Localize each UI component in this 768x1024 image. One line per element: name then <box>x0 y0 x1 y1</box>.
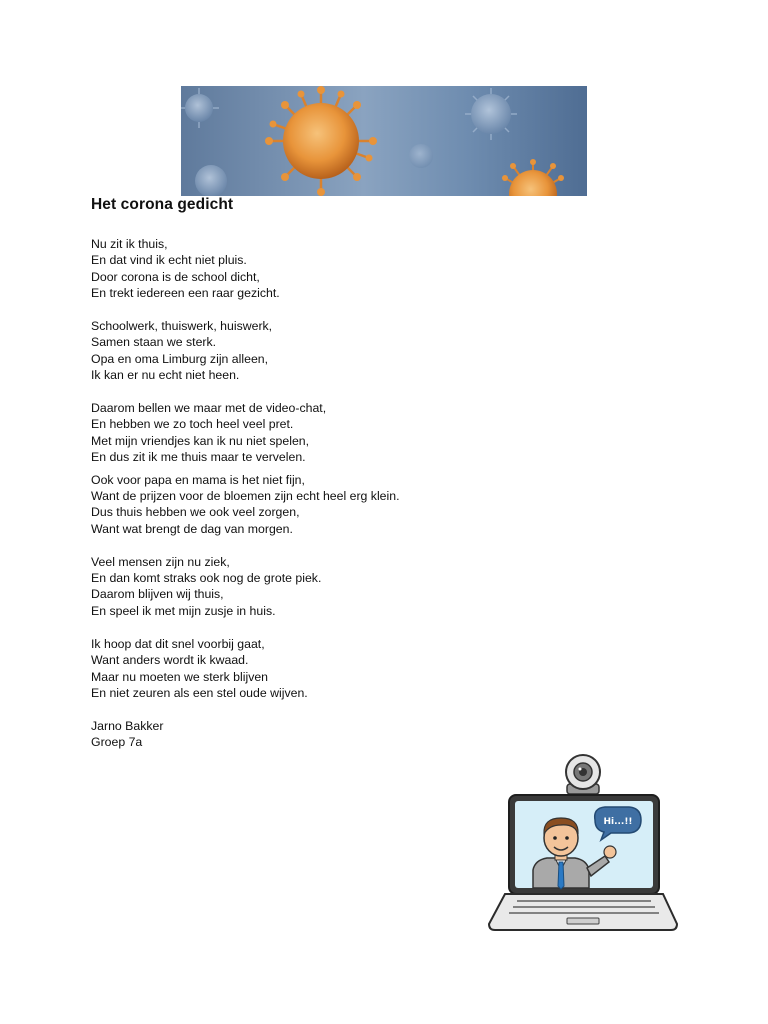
poem-line: Samen staan we sterk. <box>91 335 217 350</box>
stanza-1 <box>91 236 511 302</box>
stanza-2 <box>91 318 511 384</box>
poem-line: En dat vind ik echt niet pluis. <box>91 253 247 268</box>
poem-line: Maar nu moeten we sterk blijven <box>91 669 269 684</box>
poem-line: Ik hoop dat dit snel voorbij gaat, <box>91 636 265 651</box>
poem-line: Want wat brengt de dag van morgen. <box>91 521 293 536</box>
poem-line: En speel ik met mijn zusje in huis. <box>91 603 276 618</box>
poem-line: Daarom blijven wij thuis, <box>91 587 224 602</box>
poem-line: Dus thuis hebben we ook veel zorgen, <box>91 505 300 520</box>
laptop-video-chat-illustration <box>487 752 679 934</box>
poem-line: En dan komt straks ook nog de grote piek. <box>91 571 322 586</box>
poem-title: Het corona gedicht <box>91 196 234 213</box>
webcam-icon <box>566 755 600 794</box>
author-name: Jarno Bakker <box>91 718 164 733</box>
poem-line: Ook voor papa en mama is het niet fijn, <box>91 472 305 487</box>
poem-line: Door corona is de school dicht, <box>91 269 260 284</box>
stanza-4 <box>91 472 511 538</box>
poem-line: Want de prijzen voor de bloemen zijn echt heel erg klein. <box>91 489 400 504</box>
poem-line: Met mijn vriendjes kan ik nu niet spelen, <box>91 433 310 448</box>
coronavirus-banner-image <box>181 86 587 196</box>
poem-line: En hebben we zo toch heel veel pret. <box>91 417 294 432</box>
poem-line: En dus zit ik me thuis maar te vervelen. <box>91 450 306 465</box>
poem-line: Daarom bellen we maar met de video-chat, <box>91 401 327 416</box>
poem-body <box>91 236 511 751</box>
stanza-5 <box>91 554 511 620</box>
signature <box>91 718 511 751</box>
stanza-6 <box>91 636 511 702</box>
poem-line: Ik kan er nu echt niet heen. <box>91 368 240 383</box>
speech-bubble-text: Hi...!! <box>603 817 633 827</box>
poem-line: Veel mensen zijn nu ziek, <box>91 554 230 569</box>
poem-line: Nu zit ik thuis, <box>91 237 168 251</box>
poem-line: Opa en oma Limburg zijn alleen, <box>91 351 269 366</box>
poem-line: En niet zeuren als een stel oude wijven. <box>91 685 308 700</box>
poem-line: Schoolwerk, thuiswerk, huiswerk, <box>91 319 273 334</box>
poem-line: Want anders wordt ik kwaad. <box>91 653 249 668</box>
author-group: Groep 7a <box>91 735 143 750</box>
stanza-3 <box>91 400 511 466</box>
poem-line: En trekt iedereen een raar gezicht. <box>91 286 280 301</box>
